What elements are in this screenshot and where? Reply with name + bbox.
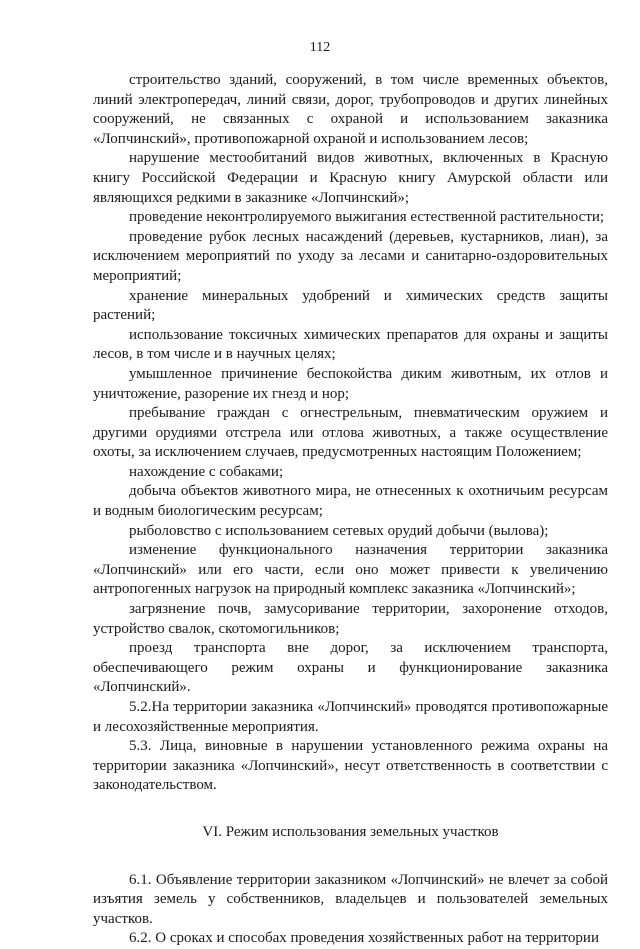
- document-body: [93, 71, 608, 949]
- clause-6-2: 6.2. О сроках и способах проведения хозяйственных работ на территории: [129, 930, 599, 947]
- list-item: изменение функционального назначения территории заказника «Лопчинский» или его части, если оно может привести к увеличению антропогенных нагрузок на природный комплекс заказника «Лопчинский»;: [93, 542, 608, 598]
- list-item: добыча объектов животного мира, не отнесенных к охотничьим ресурсам и водным биологическим ресурсам;: [93, 483, 608, 520]
- page-number: 112: [309, 40, 331, 55]
- section-heading: VI. Режим использования земельных участков: [202, 823, 499, 840]
- list-item: загрязнение почв, замусоривание территории, захоронение отходов, устройство свалок, скотомогильников;: [93, 601, 608, 637]
- clause-6-1: 6.1. Объявление территории заказником «Лопчинский» не влечет за собой изъятия земель у собственников, владельцев и пользователей земельных участков.: [93, 871, 608, 927]
- list-item: строительство зданий, сооружений, в том числе временных объектов, линий электропередач, линий связи, дорог, трубопроводов и других линейных сооружений, не связанных с охраной и использованием заказника «Лопчинский», противопожарной охраной и использованием лесов;: [93, 72, 608, 147]
- list-item: рыболовство с использованием сетевых орудий добычи (вылова);: [129, 522, 549, 539]
- list-item: умышленное причинение беспокойства диким животным, их отлов и уничтожение, разорение их гнезд и нор;: [93, 365, 608, 402]
- list-item: проведение неконтролируемого выжигания естественной растительности;: [129, 209, 605, 226]
- list-item: пребывание граждан с огнестрельным, пневматическим оружием и другими орудиями отстрела или отлова животных, а также осуществление охоты, за исключением случаев, предусмотренных настоящим Положением;: [93, 405, 608, 461]
- list-item: нарушение местообитаний видов животных, включенных в Красную книгу Российской Федерации и Красную книгу Амурской области или являющихся редкими в заказнике «Лопчинский»;: [93, 150, 608, 206]
- list-item: нахождение с собаками;: [129, 463, 284, 480]
- clause-5-3: 5.3. Лица, виновные в нарушении установленного режима охраны на территории заказника «Лопчинский», несут ответственность в соответствии с законодательством.: [93, 738, 608, 794]
- list-item: хранение минеральных удобрений и химических средств защиты растений;: [93, 287, 608, 324]
- list-item: использование токсичных химических препаратов для охраны и защиты лесов, в том числе и в научных целях;: [93, 326, 608, 363]
- clause-5-2: 5.2.На территории заказника «Лопчинский» проводятся противопожарные и лесохозяйственные мероприятия.: [93, 699, 608, 735]
- list-item: проведение рубок лесных насаждений (деревьев, кустарников, лиан), за исключением мероприятий по уходу за лесами и санитарно-оздоровительных мероприятий;: [93, 228, 608, 284]
- list-item: проезд транспорта вне дорог, за исключением транспорта, обеспечивающего режим охраны и функционирование заказника «Лопчинский».: [93, 640, 608, 696]
